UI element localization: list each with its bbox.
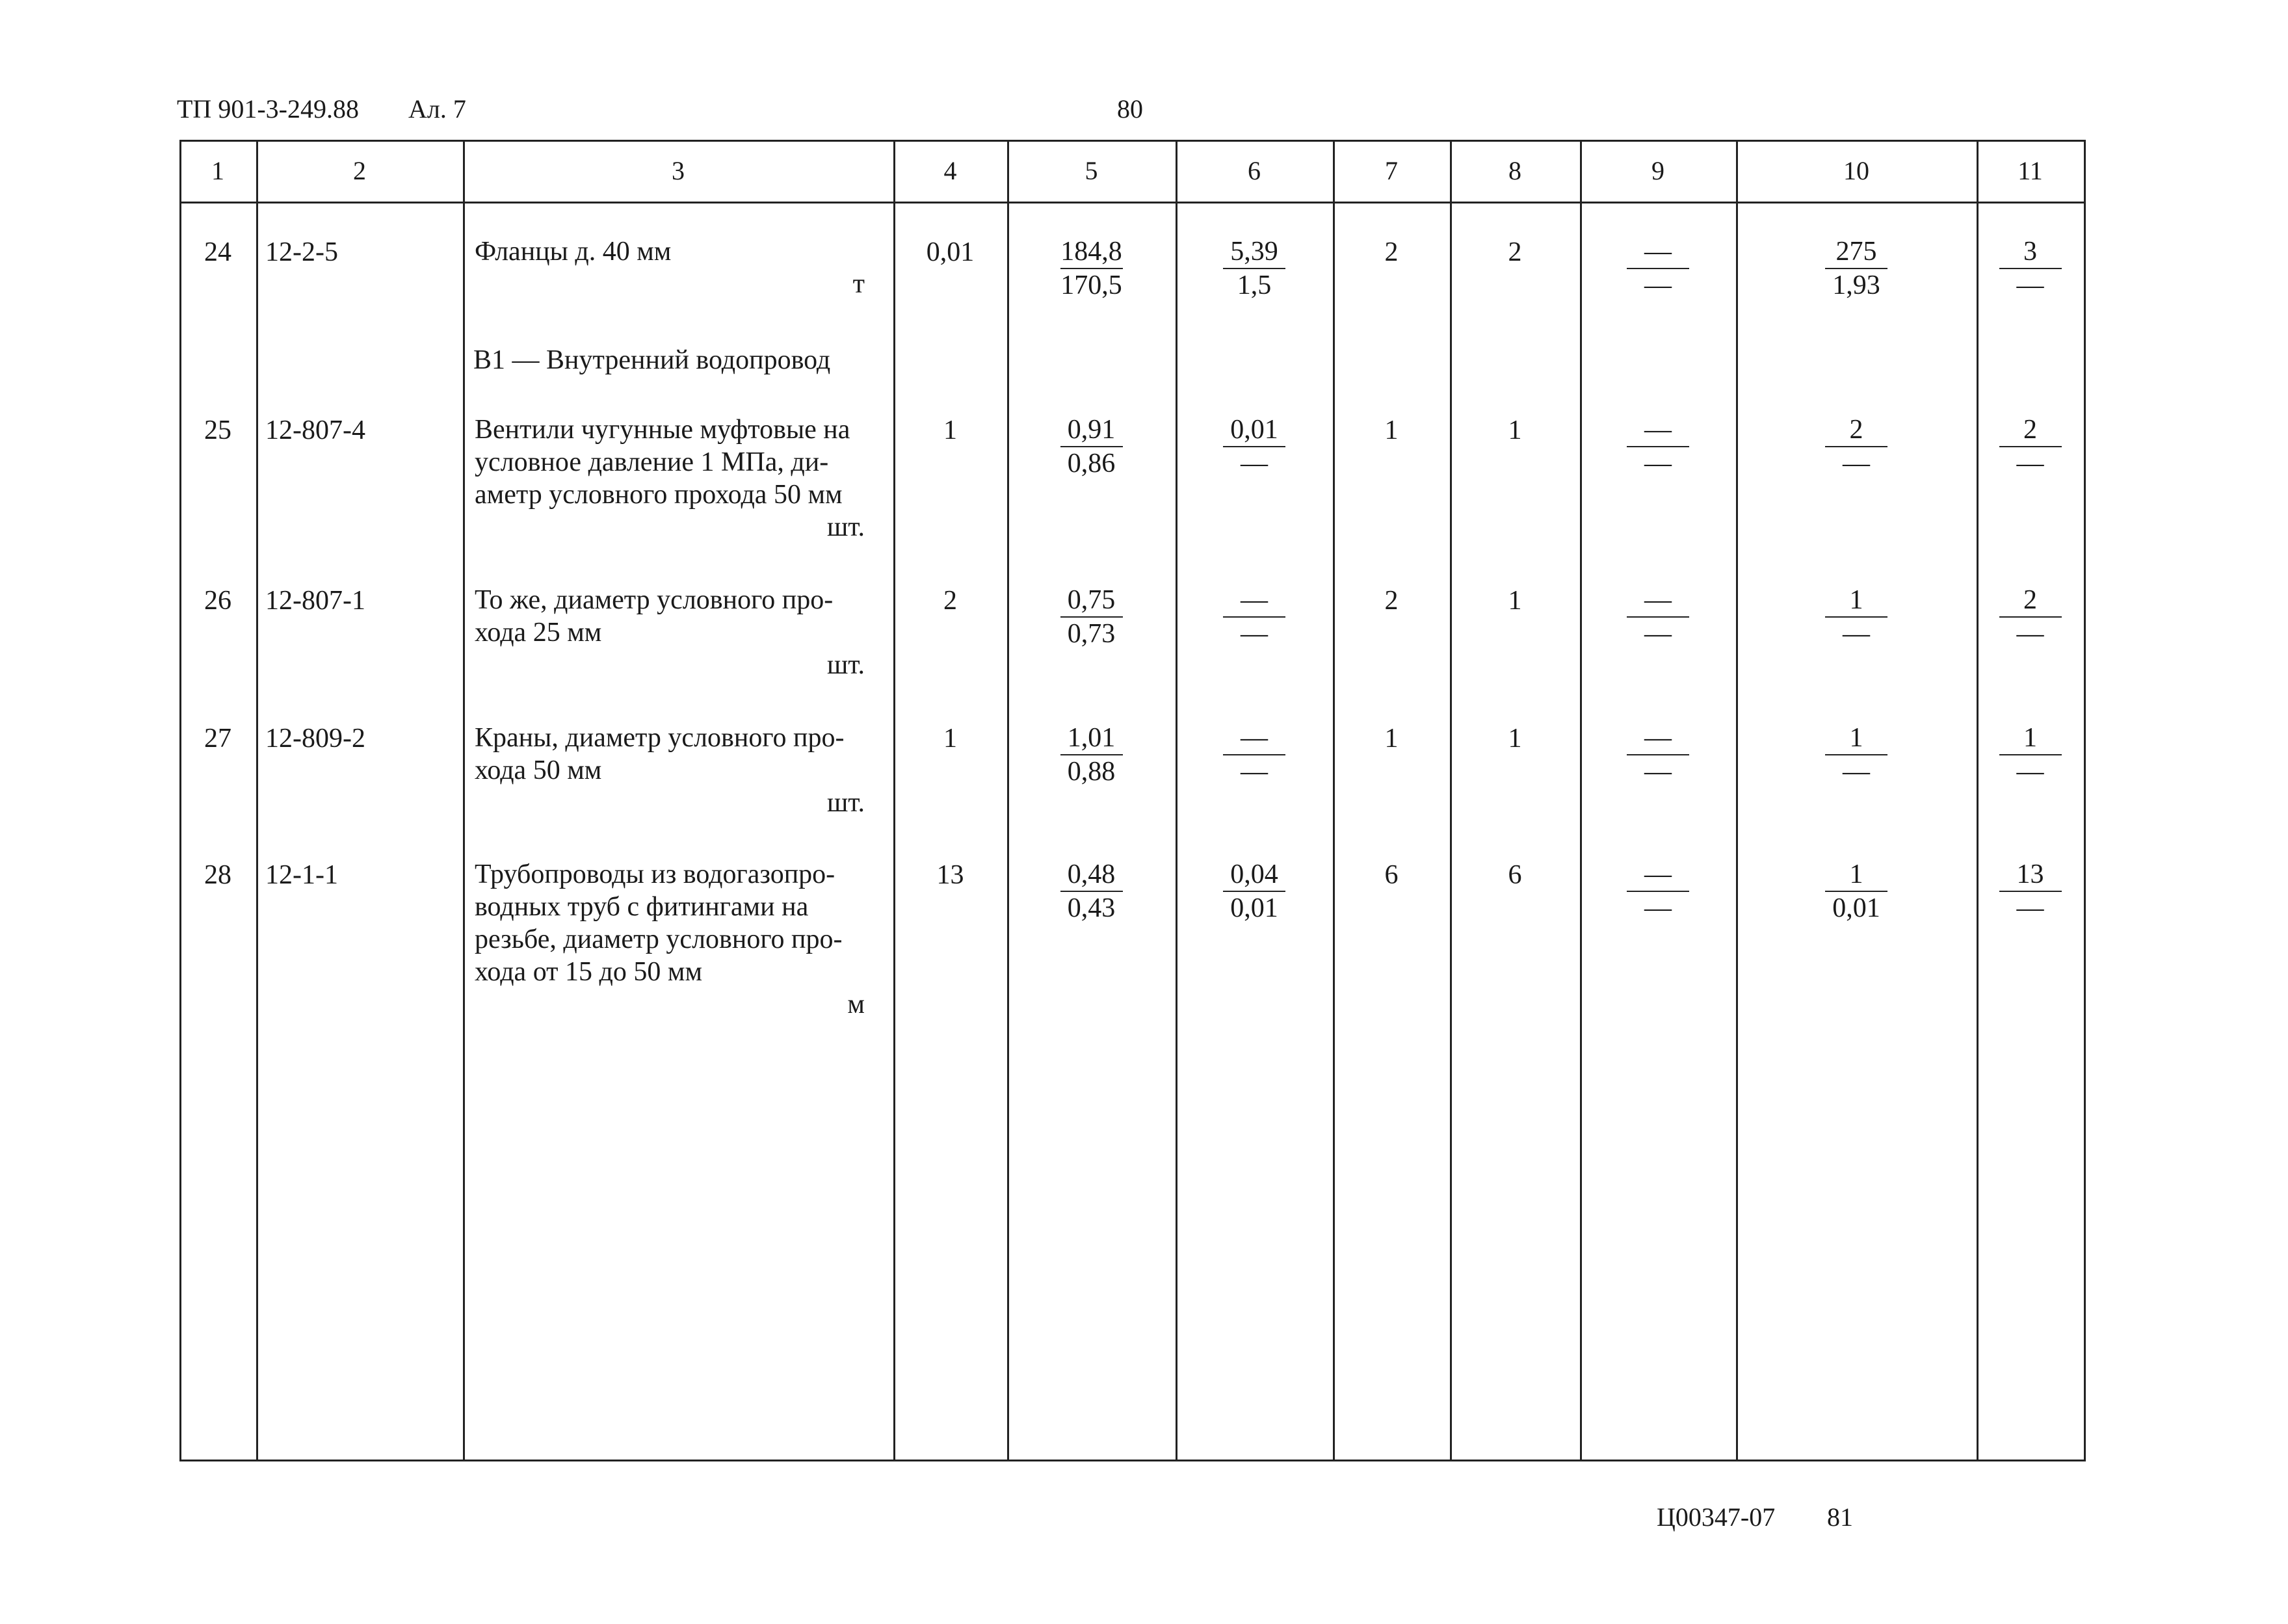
fraction-denominator: — (1843, 449, 1870, 478)
fraction-value (1586, 413, 1729, 480)
item-description (475, 235, 865, 268)
description-line: То же, диаметр условного про- (475, 585, 834, 615)
row-rule (179, 202, 2086, 203)
rate-code: 12-809-2 (265, 724, 365, 753)
fraction-denominator: 170,5 (1060, 270, 1122, 300)
footer-code: Ц00347-07 (1657, 1502, 1776, 1532)
column-header: 1 (211, 156, 224, 185)
column-8-value: 6 (1508, 860, 1522, 890)
column-header: 11 (2018, 156, 2043, 185)
fraction-numerator: 2 (2023, 415, 2037, 445)
fraction-value (1959, 858, 2102, 924)
row-number: 27 (204, 724, 231, 753)
quantity-value: 13 (936, 860, 964, 890)
item-description (475, 858, 865, 988)
fraction-denominator: — (2016, 893, 2044, 923)
description-line: хода 25 мм (475, 618, 602, 648)
column-header: 5 (1085, 156, 1098, 185)
fraction-numerator: 0,75 (1067, 585, 1116, 615)
item-description (475, 722, 865, 787)
column-rule (1450, 140, 1452, 1460)
fraction-denominator: 0,01 (1832, 893, 1880, 923)
rate-code: 12-807-4 (265, 415, 365, 445)
fraction-denominator: — (1241, 619, 1268, 649)
description-line: условное давление 1 МПа, ди- (475, 447, 829, 477)
column-7-value: 6 (1384, 860, 1399, 890)
fraction-value (1586, 858, 1729, 924)
item-description (475, 584, 865, 649)
fraction-numerator: — (1644, 723, 1672, 753)
fraction-denominator: — (1644, 893, 1672, 923)
fraction-numerator: 1 (1849, 585, 1863, 615)
column-rule (1977, 140, 1979, 1460)
fraction-value (1785, 858, 1928, 924)
fraction-numerator: 275 (1835, 237, 1877, 267)
fraction-denominator: — (2016, 757, 2044, 787)
column-header: 8 (1508, 156, 1521, 185)
fraction-denominator: 1,93 (1832, 270, 1880, 300)
column-header: 2 (353, 156, 366, 185)
column-header: 9 (1651, 156, 1664, 185)
column-7-value: 1 (1384, 724, 1399, 753)
fraction-numerator: 3 (2023, 237, 2037, 267)
description-line: хода 50 мм (475, 755, 602, 785)
fraction-denominator: — (2016, 449, 2044, 478)
fraction-numerator: 5,39 (1230, 237, 1278, 267)
column-8-value: 1 (1508, 724, 1522, 753)
fraction-value (1586, 235, 1729, 302)
column-rule (1007, 140, 1009, 1460)
description-line: резьбе, диаметр условного про- (475, 924, 843, 954)
column-rule (1736, 140, 1738, 1460)
fraction-denominator: — (1843, 619, 1870, 649)
fraction-denominator: — (2016, 270, 2044, 300)
fraction-numerator: 2 (1849, 415, 1863, 445)
fraction-value (1785, 722, 1928, 788)
column-8-value: 2 (1508, 237, 1522, 267)
column-rule (2084, 140, 2086, 1460)
quantity-value: 0,01 (926, 237, 975, 267)
fraction-numerator: 1 (1849, 859, 1863, 889)
quantity-value: 1 (943, 415, 957, 445)
row-number: 25 (204, 415, 231, 445)
fraction-numerator: — (1644, 585, 1672, 615)
fraction-numerator: 0,48 (1067, 859, 1116, 889)
fraction-denominator: — (1644, 270, 1672, 300)
fraction-denominator: — (1241, 449, 1268, 478)
fraction-denominator: — (1644, 619, 1672, 649)
column-header: 10 (1843, 156, 1869, 185)
column-rule (1176, 140, 1177, 1460)
footer-page-number: 81 (1827, 1502, 1853, 1532)
fraction-denominator: — (1644, 757, 1672, 787)
description-line: Трубопроводы из водогазопро- (475, 859, 835, 889)
fraction-denominator: 1,5 (1237, 270, 1272, 300)
fraction-value (1183, 722, 1326, 788)
fraction-numerator: — (1644, 859, 1672, 889)
description-line: водных труб с фитингами на (475, 892, 809, 922)
rate-code: 12-807-1 (265, 586, 365, 616)
fraction-value (1020, 858, 1163, 924)
column-header: 6 (1248, 156, 1261, 185)
fraction-value (1959, 235, 2102, 302)
unit-of-measure: шт. (826, 650, 865, 680)
column-7-value: 2 (1384, 237, 1399, 267)
rate-code: 12-2-5 (265, 237, 338, 267)
fraction-denominator: 0,01 (1230, 893, 1278, 923)
fraction-numerator: 1 (2023, 723, 2037, 753)
fraction-numerator: 1,01 (1067, 723, 1116, 753)
fraction-value (1020, 413, 1163, 480)
fraction-value (1020, 235, 1163, 302)
fraction-value (1785, 413, 1928, 480)
column-7-value: 1 (1384, 415, 1399, 445)
fraction-value (1020, 584, 1163, 650)
fraction-denominator: 0,86 (1067, 449, 1116, 478)
fraction-numerator: — (1644, 415, 1672, 445)
row-rule (179, 1460, 2086, 1461)
fraction-value (1020, 722, 1163, 788)
column-rule (256, 140, 258, 1460)
fraction-numerator: 13 (2016, 859, 2044, 889)
row-number: 26 (204, 586, 231, 616)
rate-code: 12-1-1 (265, 860, 338, 890)
column-header: 4 (943, 156, 957, 185)
fraction-value (1183, 584, 1326, 650)
fraction-numerator: 184,8 (1060, 237, 1122, 267)
quantity-value: 2 (943, 586, 957, 616)
fraction-value (1785, 235, 1928, 302)
column-rule (179, 140, 181, 1460)
column-rule (463, 140, 465, 1460)
quantity-value: 1 (943, 724, 957, 753)
fraction-denominator: — (1241, 757, 1268, 787)
column-7-value: 2 (1384, 586, 1399, 616)
unit-of-measure: шт. (826, 788, 865, 818)
column-rule (1333, 140, 1335, 1460)
column-8-value: 1 (1508, 415, 1522, 445)
fraction-numerator: 0,01 (1230, 415, 1278, 445)
document-code: ТП 901-3-249.88 (177, 94, 359, 124)
fraction-value (1183, 413, 1326, 480)
fraction-denominator: 0,43 (1067, 893, 1116, 923)
sheet-label: Ал. 7 (408, 94, 466, 124)
column-rule (893, 140, 895, 1460)
row-rule (179, 140, 2086, 142)
fraction-denominator: — (1644, 449, 1672, 478)
description-line: Краны, диаметр условного про- (475, 723, 845, 753)
description-line: аметр условного прохода 50 мм (475, 480, 843, 510)
fraction-denominator: — (1843, 757, 1870, 787)
fraction-value (1959, 722, 2102, 788)
section-heading: В1 — Внутренний водопровод (473, 345, 831, 375)
column-8-value: 1 (1508, 586, 1522, 616)
fraction-value (1183, 235, 1326, 302)
fraction-numerator: 0,91 (1067, 415, 1116, 445)
column-header: 7 (1385, 156, 1398, 185)
fraction-value (1183, 858, 1326, 924)
fraction-numerator: 1 (1849, 723, 1863, 753)
unit-of-measure: шт. (826, 512, 865, 542)
fraction-value (1959, 413, 2102, 480)
item-description (475, 413, 865, 511)
description-line: Фланцы д. 40 мм (475, 237, 672, 267)
description-line: хода от 15 до 50 мм (475, 957, 703, 987)
fraction-numerator: 2 (2023, 585, 2037, 615)
fraction-denominator: — (2016, 619, 2044, 649)
description-line: Вентили чугунные муфтовые на (475, 415, 850, 445)
fraction-denominator: 0,73 (1067, 619, 1116, 649)
row-number: 28 (204, 860, 231, 890)
fraction-numerator: 0,04 (1230, 859, 1278, 889)
column-header: 3 (672, 156, 685, 185)
unit-of-measure: т (852, 269, 865, 299)
fraction-value (1586, 584, 1729, 650)
page-number: 80 (1117, 94, 1143, 124)
fraction-value (1959, 584, 2102, 650)
fraction-numerator: — (1241, 723, 1268, 753)
row-number: 24 (204, 237, 231, 267)
fraction-numerator: — (1644, 237, 1672, 267)
fraction-value (1586, 722, 1729, 788)
fraction-numerator: — (1241, 585, 1268, 615)
fraction-value (1785, 584, 1928, 650)
unit-of-measure: м (847, 989, 865, 1019)
fraction-denominator: 0,88 (1067, 757, 1116, 787)
column-rule (1580, 140, 1582, 1460)
